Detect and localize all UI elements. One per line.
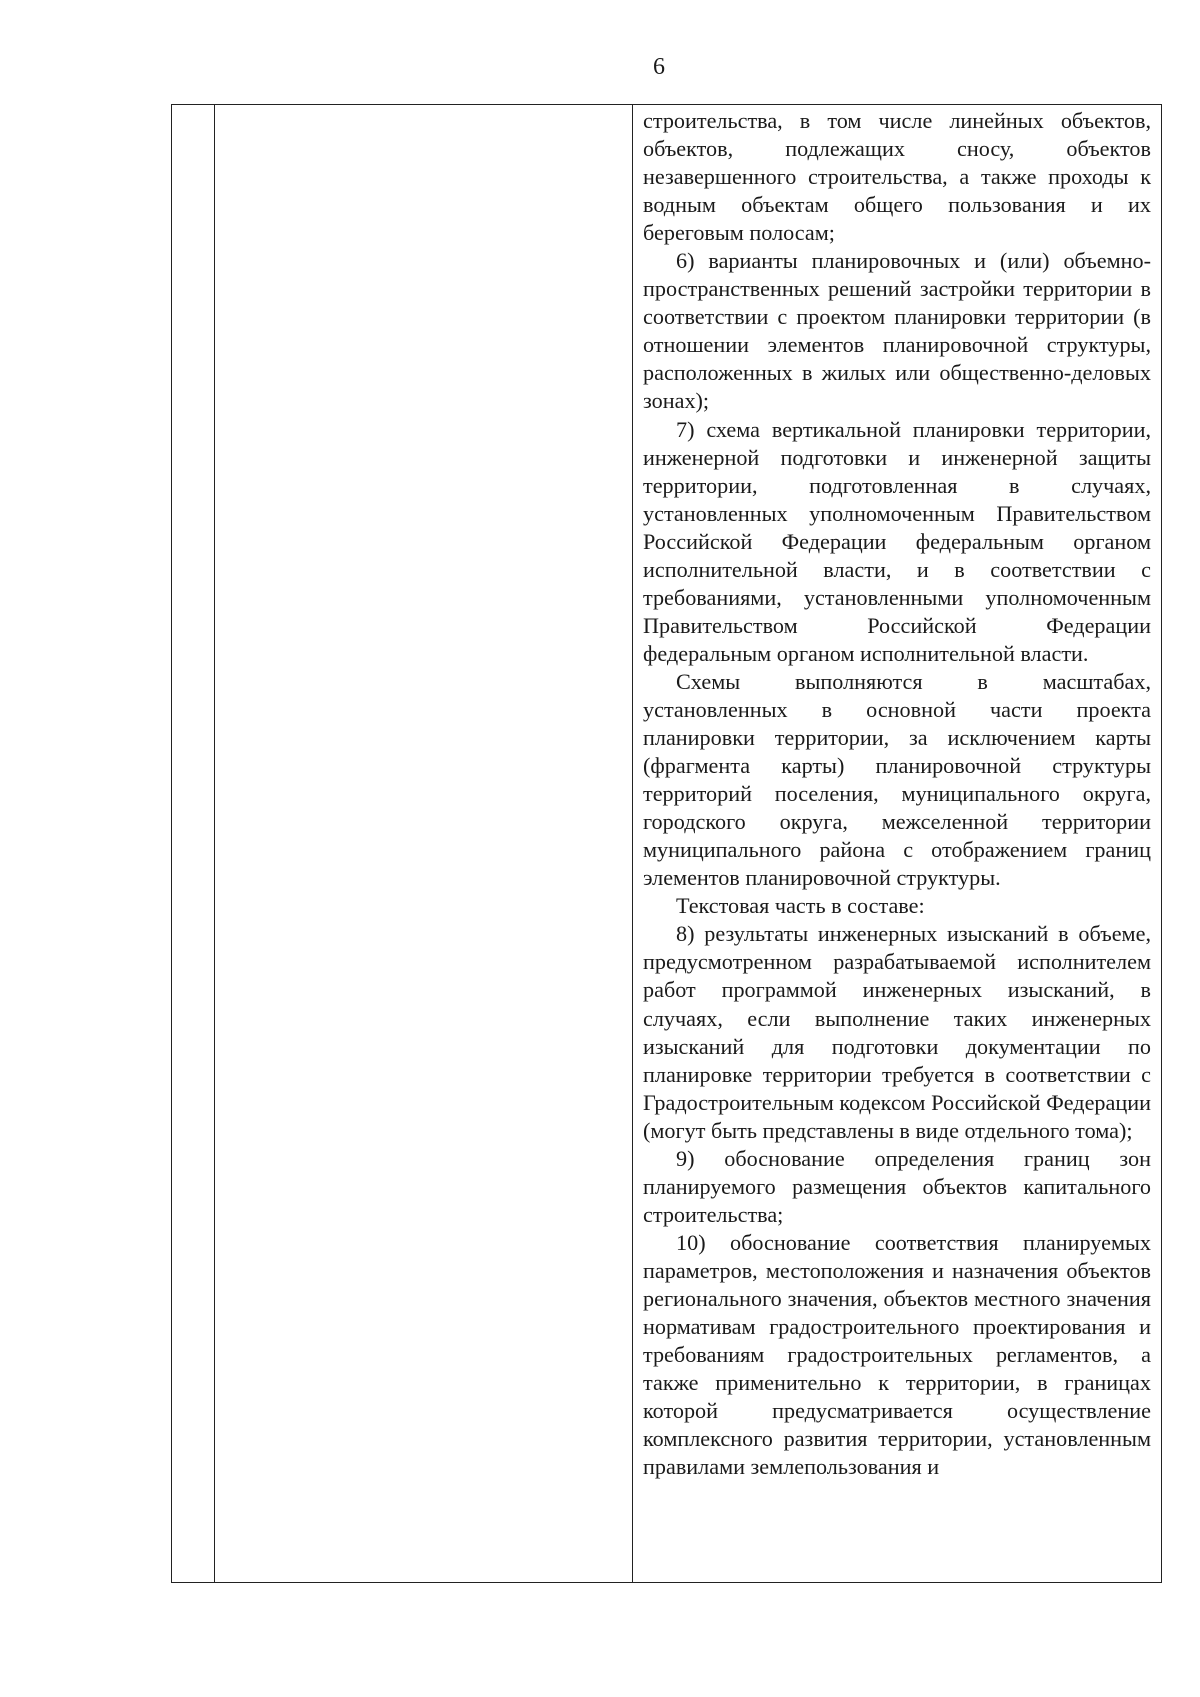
table-cell-number — [172, 105, 215, 1583]
page-number: 6 — [653, 54, 665, 80]
paragraph-item-6: 6) варианты планировочных и (или) объемно-пространственных решений застройки территории в соответствии с проектом планировки территории (в отношении элементов планировочной структуры, расположенных в жилых или общественно-деловых зонах); — [643, 248, 1151, 414]
table-row — [172, 105, 1162, 1583]
paragraph-continuation: строительства, в том числе линейных объектов, объектов, подлежащих сносу, объектов незавершенного строительства, а также проходы к водным объектам общего пользования и их береговым полосам; — [643, 108, 1151, 246]
paragraph-item-7: 7) схема вертикальной планировки территории, инженерной подготовки и инженерной защиты территории, подготовленная в случаях, установленных уполномоченным Правительством Российской Федерации федеральным органом исполнительной власти, и в соответствии с требованиями, установленными уполномоченным Правительством Российской Федерации федеральным органом исполнительной власти. — [643, 416, 1151, 666]
paragraph-item-10: 10) обоснование соответствия планируемых параметров, местоположения и назначения объектов регионального значения, объектов местного значения нормативам градостроительного проектирования и требованиям градостроительных регламентов, а также применительно к территории, в границах которой предусматривается осуществление комплексного развития территории, установленным правилами землепользования и — [643, 1229, 1151, 1480]
paragraph-text-part-heading: Текстовая часть в составе: — [676, 893, 925, 919]
document-table — [171, 104, 1162, 1583]
paragraph-item-9: 9) обоснование определения границ зон планируемого размещения объектов капитального строительства; — [643, 1145, 1151, 1227]
paragraph-item-8: 8) результаты инженерных изысканий в объеме, предусмотренном разрабатываемой исполнителем работ программой инженерных изысканий, в случаях, если выполнение таких инженерных изысканий для подготовки документации по планировке территории требуется в соответствии с Градостроительным кодексом Российской Федерации (могут быть представлены в виде отдельного тома); — [643, 921, 1151, 1143]
table-cell-content — [633, 105, 1162, 1583]
table-cell-name — [215, 105, 633, 1583]
paragraph-schemes-scale: Схемы выполняются в масштабах, установленных в основной части проекта планировки территории, за исключением карты (фрагмента карты) планировочной структуры территорий поселения, муниципального округа, городского округа, межселенной территории муниципального района с отображением границ элементов планировочной структуры. — [643, 668, 1151, 891]
